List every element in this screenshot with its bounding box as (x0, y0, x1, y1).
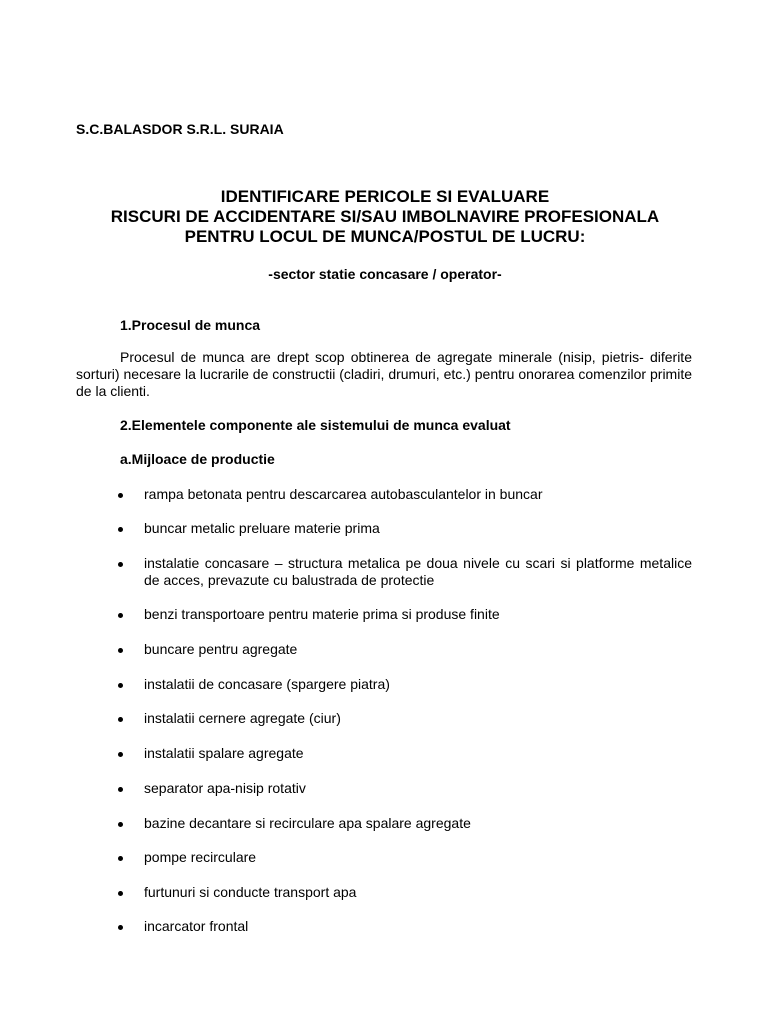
bullet-icon (118, 822, 123, 827)
bullet-icon (118, 613, 123, 618)
bullet-icon (118, 648, 123, 653)
list-item-text: pompe recirculare (144, 849, 257, 865)
list-item-text: separator apa-nisip rotativ (144, 780, 306, 796)
list-item-text: instalatii cernere agregate (ciur) (144, 710, 341, 726)
company-name: S.C.BALASDOR S.R.L. SURAIA (76, 121, 284, 137)
list-item-text: instalatii spalare agregate (144, 745, 304, 761)
document-title-line-1: IDENTIFICARE PERICOLE SI EVALUARE (220, 187, 550, 206)
document-title-line-2: RISCURI DE ACCIDENTARE SI/SAU IMBOLNAVIRE PROFESIONALA (110, 207, 660, 226)
bullet-icon (118, 493, 123, 498)
bullet-icon (118, 752, 123, 757)
list-item-text: instalatii de concasare (spargere piatra) (144, 676, 390, 692)
document-title-line-3: PENTRU LOCUL DE MUNCA/POSTUL DE LUCRU: (184, 227, 586, 246)
section-2-heading: 2.Elementele componente ale sistemului de munca evaluat (120, 417, 511, 433)
bullet-icon (118, 562, 123, 567)
list-item-text: furtunuri si conducte transport apa (144, 884, 357, 900)
list-item-text: buncare pentru agregate (144, 641, 298, 657)
subsection-a-heading: a.Mijloace de productie (120, 451, 275, 467)
list-item-text: buncar metalic preluare materie prima (144, 520, 380, 536)
bullet-icon (118, 717, 123, 722)
list-item-text: incarcator frontal (144, 918, 249, 934)
bullet-icon (118, 683, 123, 688)
bullet-icon (118, 891, 123, 896)
list-item-text: rampa betonata pentru descarcarea autobasculantelor in buncar (144, 486, 543, 502)
list-item-text: bazine decantare si recirculare apa spalare agregate (144, 815, 471, 831)
list-item-text: instalatie concasare – structura metalica pe doua nivele cu scari si platforme metalice de acces, prevazute cu balustrada de protectie (144, 555, 692, 588)
section-1-heading: 1.Procesul de munca (120, 317, 261, 333)
bullet-icon (118, 527, 123, 532)
bullet-icon (118, 787, 123, 792)
bullet-icon (118, 856, 123, 861)
section-1-paragraph: Procesul de munca are drept scop obtinerea de agregate minerale (nisip, pietris- diferite sorturi) necesare la lucrarile de constructii (cladiri, drumuri, etc.) pentru onorarea comenzilor primite de la clienti. (76, 349, 692, 399)
document-subtitle: -sector statie concasare / operator- (268, 266, 502, 282)
bullet-icon (118, 925, 123, 930)
list-item-text: benzi transportoare pentru materie prima si produse finite (144, 606, 500, 622)
